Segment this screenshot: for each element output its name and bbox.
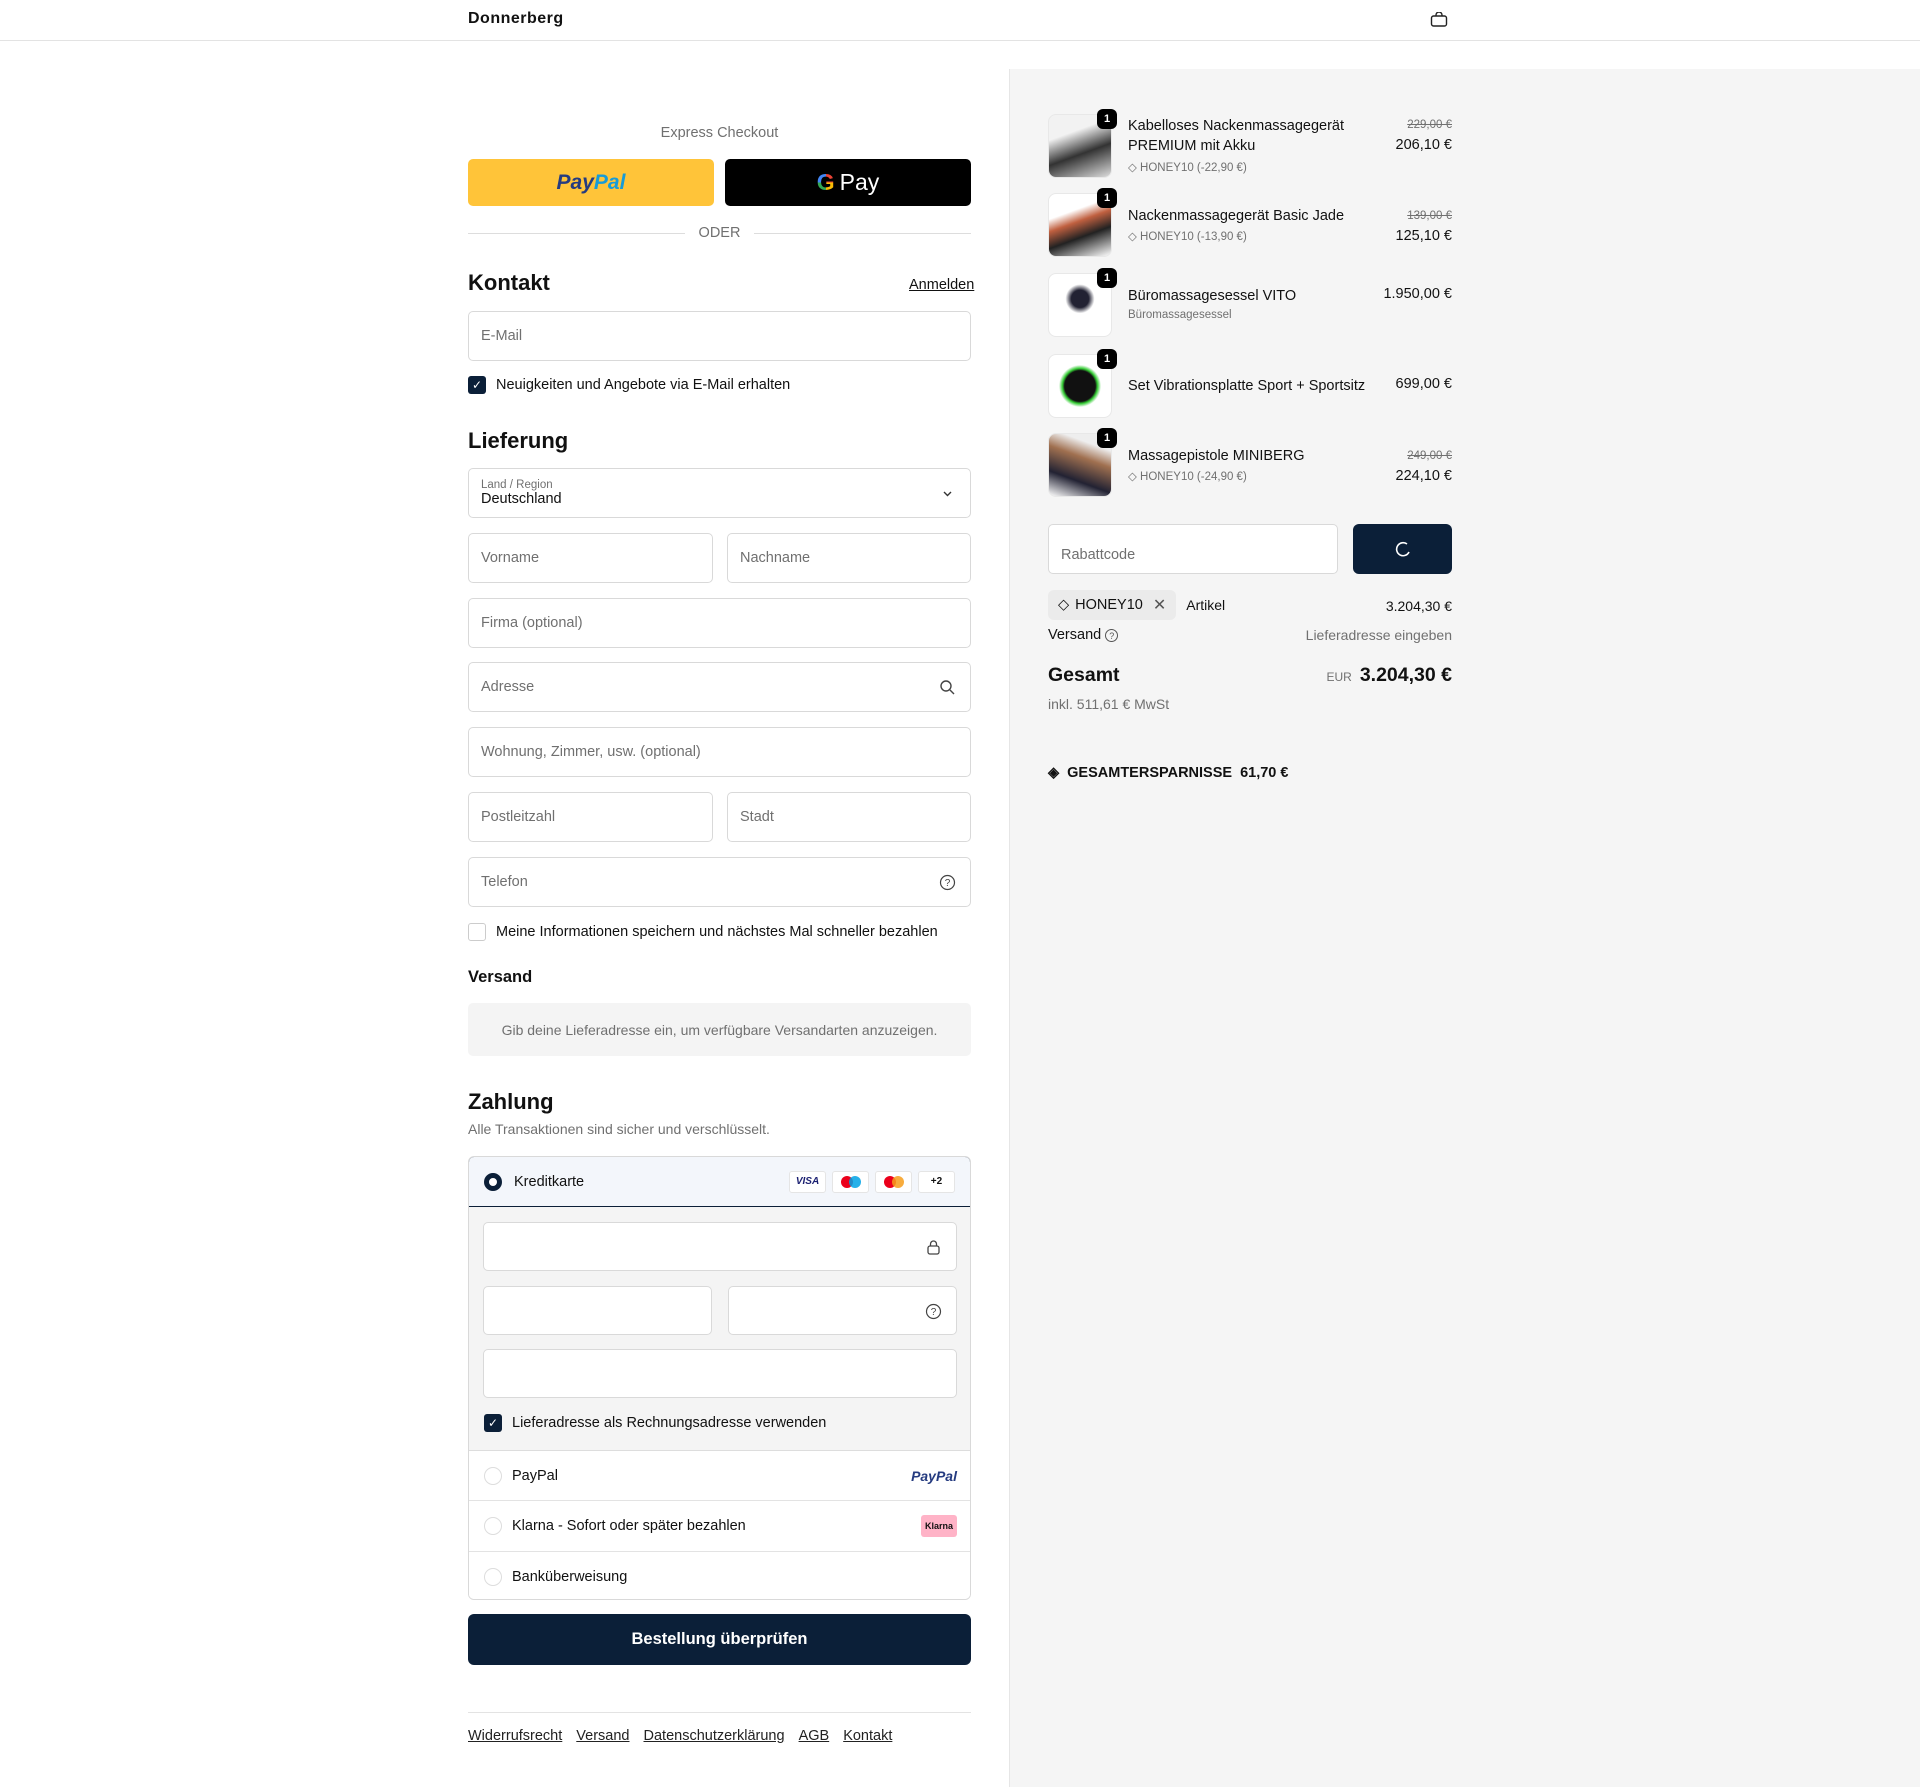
contact-heading: Kontakt [468, 270, 550, 295]
item-price: 125,10 € [1395, 228, 1452, 244]
item-old-price: 229,00 € [1407, 119, 1452, 131]
country-value: Deutschland [481, 491, 562, 507]
item-old-price: 249,00 € [1407, 450, 1452, 462]
email-input[interactable]: E-Mail [468, 311, 971, 361]
applied-code: HONEY10 [1075, 597, 1143, 613]
payment-methods [468, 1156, 971, 1600]
footer-link-agb[interactable]: AGB [798, 1728, 830, 1744]
card-expiry-input[interactable] [483, 1286, 712, 1335]
footer-link-versand[interactable]: Versand [576, 1728, 630, 1744]
tax-info: inkl. 511,61 € MwSt [1048, 696, 1170, 712]
country-select[interactable] [468, 468, 971, 518]
chevron-down-icon [939, 485, 956, 502]
item-variant: Büromassagesessel [1128, 309, 1232, 321]
svg-text:?: ? [930, 1307, 937, 1318]
address-placeholder: Adresse [481, 679, 535, 695]
brand-logo[interactable]: Donnerberg [468, 10, 564, 27]
payment-heading: Zahlung [468, 1089, 554, 1114]
search-icon [939, 679, 956, 696]
item-discount: ◇ HONEY10 (-24,90 €) [1128, 471, 1247, 483]
cart-item [1048, 354, 1452, 420]
delivery-heading: Lieferung [468, 428, 569, 453]
login-link[interactable]: Anmelden [909, 277, 975, 293]
footer-link-widerrufsrecht[interactable]: Widerrufsrecht [468, 1728, 563, 1744]
save-info-checkbox[interactable] [468, 923, 938, 941]
review-order-button[interactable]: Bestellung überprüfen [468, 1614, 971, 1665]
payment-option-bank-transfer[interactable] [469, 1552, 971, 1600]
footer-link-datenschutz[interactable]: Datenschutzerklärung [643, 1728, 785, 1744]
city-input[interactable]: Stadt [727, 792, 971, 842]
google-g-icon: G [816, 169, 835, 195]
last-name-input[interactable]: Nachname [727, 533, 971, 583]
quantity-badge: 1 [1097, 349, 1117, 369]
shopping-bag-icon[interactable] [1430, 12, 1448, 28]
radio[interactable] [484, 1467, 502, 1485]
help-icon[interactable] [939, 874, 956, 891]
quantity-badge: 1 [1097, 109, 1117, 129]
item-name: Büromassagesessel VITO [1128, 288, 1297, 304]
item-name: Kabelloses Nackenmassagegerät PREMIUM mit Akku [1128, 118, 1345, 154]
tag-icon: ◇ [1058, 597, 1070, 613]
total [1326, 664, 1452, 687]
quantity-badge: 1 [1097, 268, 1117, 288]
payment-option-paypal[interactable] [469, 1451, 971, 1501]
shipping-heading: Versand [468, 968, 533, 986]
total-value: 3.204,30 € [1359, 664, 1452, 686]
savings-value: 61,70 € [1240, 765, 1289, 781]
billing-same-label: Lieferadresse als Rechnungsadresse verwenden [512, 1415, 827, 1431]
more-cards-badge: +2 [918, 1171, 955, 1193]
quantity-badge: 1 [1097, 188, 1117, 208]
loading-spinner-icon [1394, 540, 1412, 558]
subtotal-value: 3.204,30 € [1385, 598, 1452, 614]
currency: EUR [1326, 670, 1352, 684]
apply-discount-button[interactable] [1353, 524, 1452, 574]
cart-item [1048, 433, 1452, 499]
subtotal-label: Artikel [1186, 597, 1226, 613]
phone-input[interactable] [468, 857, 971, 907]
google-pay-button[interactable] [725, 159, 971, 206]
klarna-label: Klarna - Sofort oder später bezahlen [512, 1518, 746, 1534]
quantity-badge: 1 [1097, 428, 1117, 448]
help-icon[interactable] [925, 1303, 942, 1320]
item-old-price: 139,00 € [1407, 210, 1452, 222]
address-input[interactable] [468, 662, 971, 712]
zip-input[interactable]: Postleitzahl [468, 792, 713, 842]
item-price: 206,10 € [1395, 137, 1452, 153]
credit-card-form [469, 1207, 971, 1451]
shipping-value: Lieferadresse eingeben [1305, 627, 1452, 643]
save-info-label: Meine Informationen speichern und nächstes Mal schneller bezahlen [496, 924, 938, 940]
item-price: 224,10 € [1395, 468, 1452, 484]
cart-item [1048, 114, 1452, 180]
header [0, 0, 1920, 41]
item-name: Nackenmassagegerät Basic Jade [1128, 208, 1345, 224]
item-name: Set Vibrationsplatte Sport + Sportsitz [1128, 378, 1366, 394]
company-input[interactable]: Firma (optional) [468, 598, 971, 648]
visa-icon: VISA [789, 1171, 826, 1193]
total-savings [1048, 765, 1288, 781]
paypal-label: PayPal [512, 1467, 558, 1484]
checkmark-icon: ✓ [484, 1414, 502, 1432]
country-label: Land / Region [481, 479, 553, 491]
footer-links [468, 1728, 892, 1744]
total-label: Gesamt [1048, 664, 1120, 686]
paypal-express-button[interactable] [468, 159, 714, 206]
billing-same-checkbox[interactable] [484, 1414, 826, 1432]
savings-label: GESAMTERSPARNISSE [1067, 765, 1233, 781]
credit-card-label: Kreditkarte [514, 1173, 585, 1190]
card-number-input[interactable] [483, 1222, 957, 1271]
card-cvc-input[interactable] [728, 1286, 957, 1335]
item-discount: ◇ HONEY10 (-22,90 €) [1128, 162, 1247, 174]
radio-selected[interactable] [484, 1173, 502, 1191]
tags-icon: ◈ [1048, 765, 1060, 781]
lock-icon [925, 1239, 942, 1256]
paypal-logo: PayPal [911, 1467, 957, 1484]
first-name-input[interactable]: Vorname [468, 533, 713, 583]
item-price: 699,00 € [1395, 376, 1452, 392]
item-name: Massagepistole MINIBERG [1128, 448, 1305, 464]
newsletter-checkbox[interactable] [468, 376, 790, 394]
maestro-icon [832, 1171, 869, 1193]
radio[interactable] [484, 1568, 502, 1586]
subtotal-row-left [1048, 590, 1225, 620]
shipping-info-box: Gib deine Lieferadresse ein, um verfügbare Versandarten anzuzeigen. [468, 1003, 971, 1056]
cart-item [1048, 193, 1452, 259]
bank-label: Banküberweisung [512, 1569, 628, 1585]
cart-item [1048, 273, 1452, 339]
discount-code-input[interactable]: Rabattcode [1048, 524, 1338, 574]
mastercard-icon [875, 1171, 912, 1193]
footer-divider [468, 1712, 971, 1713]
klarna-logo: Klarna [921, 1515, 957, 1537]
footer-link-kontakt[interactable]: Kontakt [843, 1728, 893, 1744]
shipping-label: Versand ? [1048, 627, 1118, 643]
payment-option-credit-card[interactable] [468, 1156, 971, 1207]
or-label: ODER [698, 225, 741, 241]
item-discount: ◇ HONEY10 (-13,90 €) [1128, 231, 1247, 243]
apartment-input[interactable]: Wohnung, Zimmer, usw. (optional) [468, 727, 971, 777]
checkbox-box [468, 923, 486, 941]
checkmark-icon: ✓ [468, 376, 486, 394]
svg-text:?: ? [944, 878, 951, 889]
card-name-input[interactable] [483, 1349, 957, 1398]
radio[interactable] [484, 1517, 502, 1535]
remove-code-icon[interactable]: ✕ [1152, 597, 1167, 614]
payment-option-klarna[interactable] [469, 1501, 971, 1552]
gpay-label: Pay [839, 169, 880, 195]
or-divider [468, 225, 971, 241]
paypal-logo-pal: Pal [593, 170, 626, 194]
express-checkout-title: Express Checkout [660, 125, 779, 141]
phone-placeholder: Telefon [481, 874, 528, 890]
item-price: 1.950,00 € [1383, 286, 1452, 302]
applied-discount-chip [1048, 590, 1176, 620]
help-icon[interactable]: ? [1105, 629, 1118, 642]
paypal-logo-pay: Pay [556, 170, 594, 194]
payment-subtitle: Alle Transaktionen sind sicher und verschlüsselt. [468, 1121, 770, 1137]
newsletter-label: Neuigkeiten und Angebote via E-Mail erhalten [496, 377, 791, 393]
